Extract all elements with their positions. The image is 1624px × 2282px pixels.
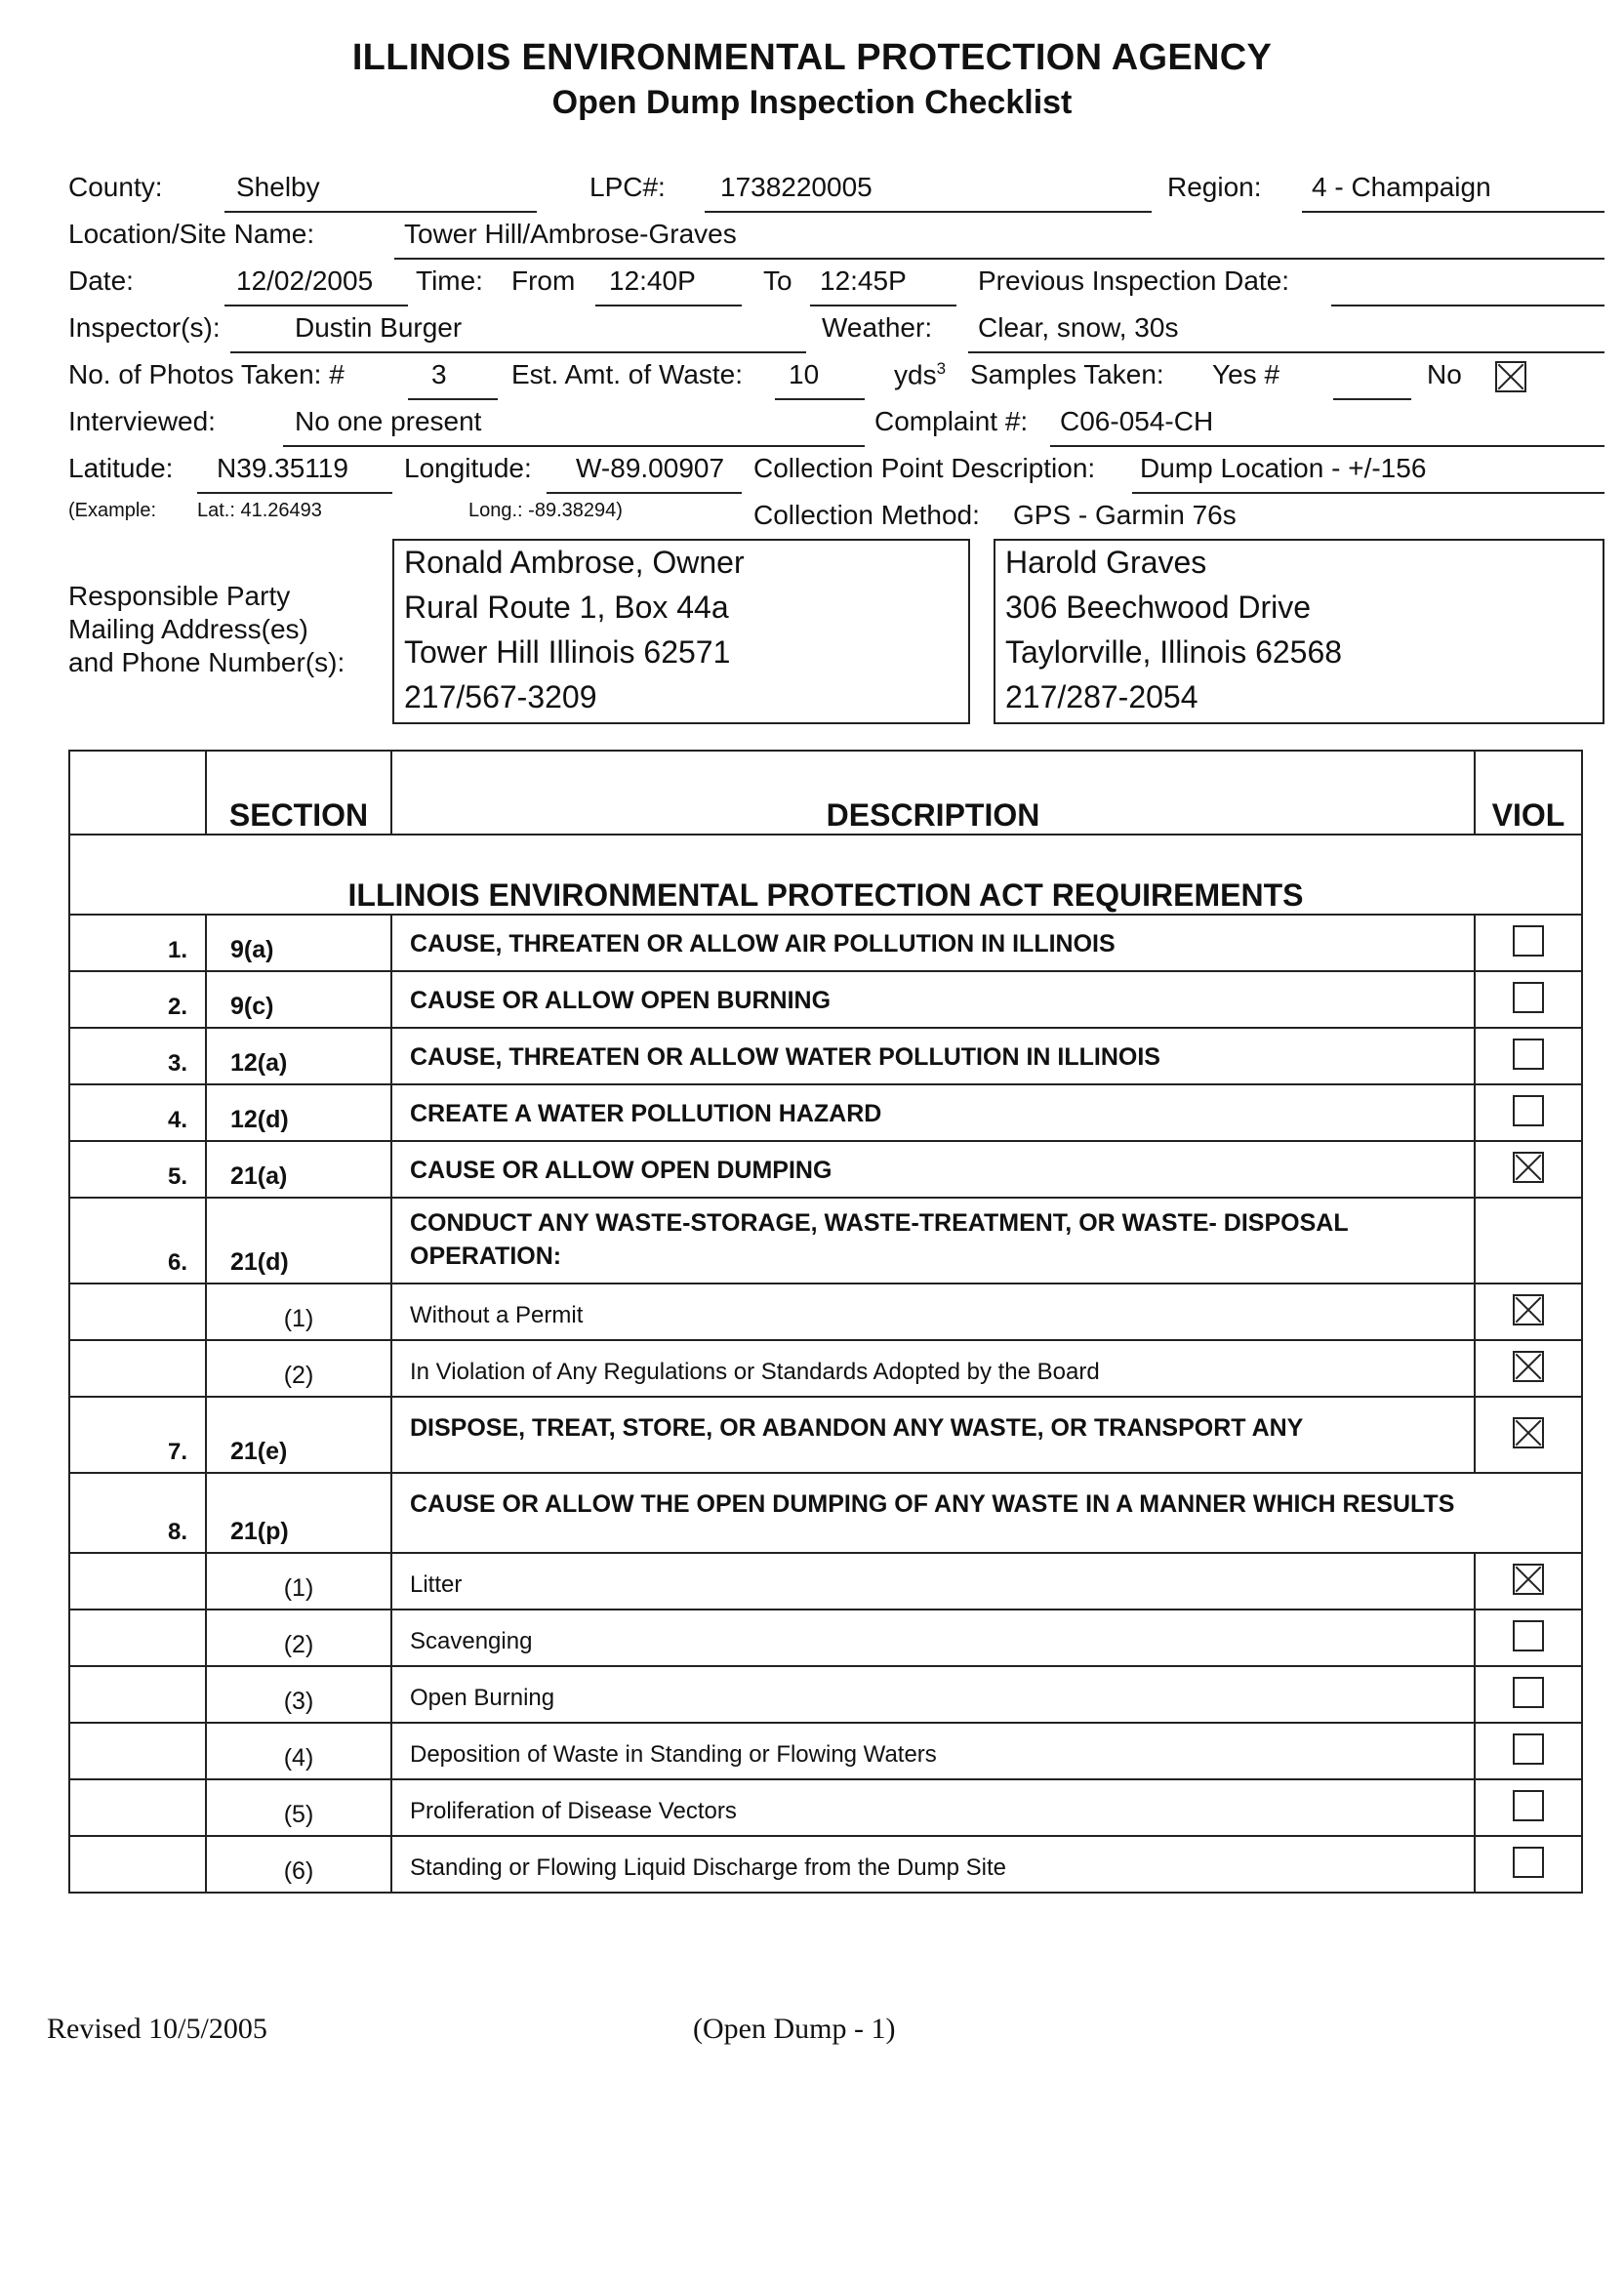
- county-value: Shelby: [236, 172, 320, 202]
- row-subsection: (4): [206, 1723, 391, 1779]
- date-underline: [224, 305, 408, 306]
- responsible-label-line: Responsible Party: [68, 581, 291, 611]
- time-to-underline: [810, 305, 956, 306]
- row-description: Without a Permit: [391, 1284, 1475, 1340]
- table-row: [69, 971, 1582, 1028]
- row-subsection: (3): [206, 1666, 391, 1723]
- row-number: 1.: [69, 915, 206, 971]
- header-viol: VIOL: [1475, 751, 1582, 835]
- viol-cell: [1475, 1028, 1582, 1084]
- date-value: 12/02/2005: [236, 265, 374, 296]
- row-number-blank: [69, 1836, 206, 1893]
- row-section: 9(c): [206, 971, 391, 1028]
- site-underline: [394, 258, 1604, 260]
- viol-cell: [1475, 1198, 1582, 1284]
- agency-title: ILLINOIS ENVIRONMENTAL PROTECTION AGENCY: [351, 37, 1273, 78]
- viol-checkbox[interactable]: [1513, 1677, 1544, 1708]
- party-2-line: 306 Beechwood Drive: [1005, 590, 1312, 625]
- viol-cell: [1475, 1610, 1582, 1666]
- time-label: Time:: [416, 265, 483, 296]
- table-row: [69, 1028, 1582, 1084]
- viol-checkbox[interactable]: [1513, 1790, 1544, 1821]
- table-row: [69, 1553, 1582, 1610]
- latitude-label: Latitude:: [68, 453, 174, 483]
- row-section: 12(d): [206, 1084, 391, 1141]
- lpc-value: 1738220005: [720, 172, 873, 202]
- waste-underline: [775, 398, 865, 400]
- longitude-value: W-89.00907: [576, 453, 725, 483]
- samples-label: Samples Taken:: [970, 359, 1164, 389]
- party-2-line: 217/287-2054: [1005, 679, 1198, 714]
- samples-yes-underline: [1333, 398, 1411, 400]
- inspector-underline: [230, 351, 806, 353]
- collection-point-value: Dump Location - +/-156: [1140, 453, 1427, 483]
- table-row: [69, 915, 1582, 971]
- row-number-blank: [69, 1340, 206, 1397]
- header-section: SECTION: [206, 751, 391, 835]
- photos-label: No. of Photos Taken: #: [68, 359, 345, 389]
- waste-value: 10: [789, 359, 820, 389]
- section-band: ILLINOIS ENVIRONMENTAL PROTECTION ACT REQUIREMENTS: [69, 835, 1582, 915]
- row-description: CAUSE OR ALLOW THE OPEN DUMPING OF ANY WASTE IN A MANNER WHICH RESULTS: [391, 1473, 1582, 1553]
- row-number: 7.: [69, 1397, 206, 1473]
- region-value: 4 - Champaign: [1312, 172, 1491, 202]
- row-number: 6.: [69, 1198, 206, 1284]
- time-from-underline: [595, 305, 742, 306]
- viol-checkbox[interactable]: [1513, 982, 1544, 1013]
- row-number: 2.: [69, 971, 206, 1028]
- requirements-table: [68, 750, 1583, 1894]
- row-subsection: (1): [206, 1284, 391, 1340]
- viol-checkbox-checked[interactable]: [1513, 1152, 1544, 1183]
- viol-cell: [1475, 1836, 1582, 1893]
- responsible-label-line: Mailing Address(es): [68, 614, 308, 644]
- viol-checkbox[interactable]: [1513, 925, 1544, 957]
- previous-inspection-label: Previous Inspection Date:: [978, 265, 1290, 296]
- viol-checkbox-checked[interactable]: [1513, 1351, 1544, 1382]
- section-band-row: [69, 835, 1582, 915]
- responsible-label-line: and Phone Number(s):: [68, 647, 345, 677]
- lpc-underline: [705, 211, 1152, 213]
- samples-no-label: No: [1427, 359, 1462, 389]
- example-latitude: Lat.: 41.26493: [197, 500, 322, 521]
- table-row: [69, 1198, 1582, 1284]
- viol-checkbox-checked[interactable]: [1513, 1294, 1544, 1325]
- complaint-label: Complaint #:: [874, 406, 1029, 436]
- revised-date: Revised 10/5/2005: [47, 2013, 267, 2045]
- row-description: CAUSE, THREATEN OR ALLOW WATER POLLUTION IN ILLINOIS: [391, 1028, 1475, 1084]
- party-1-line: Tower Hill Illinois 62571: [404, 634, 731, 670]
- lpc-label: LPC#:: [589, 172, 666, 202]
- waste-label: Est. Amt. of Waste:: [511, 359, 744, 389]
- from-label: From: [511, 265, 576, 296]
- table-row: [69, 1340, 1582, 1397]
- waste-unit-superscript: 3: [936, 359, 947, 378]
- viol-cell: [1475, 1666, 1582, 1723]
- row-description: CONDUCT ANY WASTE-STORAGE, WASTE-TREATMENT, OR WASTE- DISPOSAL OPERATION:: [391, 1198, 1475, 1284]
- row-section: 21(e): [206, 1397, 391, 1473]
- county-underline: [224, 211, 537, 213]
- row-description: CAUSE OR ALLOW OPEN BURNING: [391, 971, 1475, 1028]
- row-description: CAUSE OR ALLOW OPEN DUMPING: [391, 1141, 1475, 1198]
- viol-cell: [1475, 1141, 1582, 1198]
- complaint-underline: [1050, 445, 1604, 447]
- table-header-row: [69, 751, 1582, 835]
- county-label: County:: [68, 172, 163, 202]
- waste-unit-text: yds: [894, 359, 937, 390]
- row-section: 12(a): [206, 1028, 391, 1084]
- region-underline: [1302, 211, 1604, 213]
- row-number-blank: [69, 1779, 206, 1836]
- header-description: DESCRIPTION: [391, 751, 1475, 835]
- viol-checkbox[interactable]: [1513, 1039, 1544, 1070]
- viol-checkbox[interactable]: [1513, 1733, 1544, 1765]
- waste-unit: [894, 359, 946, 390]
- date-label: Date:: [68, 265, 134, 296]
- row-section: 21(d): [206, 1198, 391, 1284]
- header-blank-cell: [69, 751, 206, 835]
- row-description: Deposition of Waste in Standing or Flowing Waters: [391, 1723, 1475, 1779]
- samples-yes-label: Yes #: [1212, 359, 1280, 389]
- longitude-underline: [547, 492, 742, 494]
- viol-checkbox[interactable]: [1513, 1847, 1544, 1878]
- viol-cell: [1475, 1723, 1582, 1779]
- weather-value: Clear, snow, 30s: [978, 312, 1179, 343]
- row-subsection: (6): [206, 1836, 391, 1893]
- table-row: [69, 1836, 1582, 1893]
- collection-method-label: Collection Method:: [753, 500, 980, 530]
- row-number-blank: [69, 1284, 206, 1340]
- row-description: DISPOSE, TREAT, STORE, OR ABANDON ANY WASTE, OR TRANSPORT ANY: [391, 1397, 1475, 1473]
- viol-cell: [1475, 1397, 1582, 1473]
- party-1-line: 217/567-3209: [404, 679, 597, 714]
- viol-cell: [1475, 1779, 1582, 1836]
- viol-cell: [1475, 1284, 1582, 1340]
- row-number: 4.: [69, 1084, 206, 1141]
- viol-checkbox-checked[interactable]: [1513, 1564, 1544, 1595]
- row-section: 9(a): [206, 915, 391, 971]
- row-number-blank: [69, 1666, 206, 1723]
- collection-point-underline: [1132, 492, 1604, 494]
- row-section: 21(a): [206, 1141, 391, 1198]
- responsible-party-label: [68, 580, 345, 679]
- row-section: 21(p): [206, 1473, 391, 1553]
- example-longitude: Long.: -89.38294): [468, 500, 623, 521]
- responsible-party-2-box: [994, 539, 1604, 724]
- table-row: [69, 1723, 1582, 1779]
- weather-underline: [968, 351, 1604, 353]
- row-number: 3.: [69, 1028, 206, 1084]
- page-indicator: (Open Dump - 1): [693, 2013, 896, 2045]
- viol-cell: [1475, 1553, 1582, 1610]
- interviewed-label: Interviewed:: [68, 406, 216, 436]
- previous-inspection-underline: [1331, 305, 1604, 306]
- party-1-line: Ronald Ambrose, Owner: [404, 545, 745, 580]
- inspector-label: Inspector(s):: [68, 312, 221, 343]
- table-row: [69, 1084, 1582, 1141]
- viol-checkbox[interactable]: [1513, 1095, 1544, 1126]
- collection-method-value: GPS - Garmin 76s: [1013, 500, 1237, 530]
- row-number: 5.: [69, 1141, 206, 1198]
- table-row: [69, 1284, 1582, 1340]
- viol-checkbox[interactable]: [1513, 1620, 1544, 1651]
- party-1-line: Rural Route 1, Box 44a: [404, 590, 729, 625]
- viol-checkbox-checked[interactable]: [1513, 1417, 1544, 1448]
- longitude-label: Longitude:: [404, 453, 532, 483]
- weather-label: Weather:: [822, 312, 933, 343]
- row-number-blank: [69, 1610, 206, 1666]
- time-from-value: 12:40P: [609, 265, 696, 296]
- complaint-value: C06-054-CH: [1060, 406, 1214, 436]
- site-label: Location/Site Name:: [68, 219, 315, 249]
- photos-underline: [408, 398, 498, 400]
- row-description: Proliferation of Disease Vectors: [391, 1779, 1475, 1836]
- site-value: Tower Hill/Ambrose-Graves: [404, 219, 737, 249]
- row-subsection: (2): [206, 1340, 391, 1397]
- row-description: In Violation of Any Regulations or Standards Adopted by the Board: [391, 1340, 1475, 1397]
- row-subsection: (2): [206, 1610, 391, 1666]
- row-subsection: (1): [206, 1553, 391, 1610]
- table-row: [69, 1473, 1582, 1553]
- table-row: [69, 1779, 1582, 1836]
- responsible-party-1-box: [392, 539, 970, 724]
- interviewed-value: No one present: [295, 406, 482, 436]
- row-description: Standing or Flowing Liquid Discharge from the Dump Site: [391, 1836, 1475, 1893]
- row-description: Litter: [391, 1553, 1475, 1610]
- samples-no-checkbox[interactable]: [1495, 361, 1526, 392]
- row-number-blank: [69, 1553, 206, 1610]
- row-number-blank: [69, 1723, 206, 1779]
- viol-cell: [1475, 1084, 1582, 1141]
- form-title: Open Dump Inspection Checklist: [551, 84, 1073, 121]
- interviewed-underline: [283, 445, 865, 447]
- party-2-line: Taylorville, Illinois 62568: [1005, 634, 1343, 670]
- region-label: Region:: [1167, 172, 1262, 202]
- example-label: (Example:: [68, 500, 157, 521]
- table-row: [69, 1397, 1582, 1473]
- table-row: [69, 1610, 1582, 1666]
- table-row: [69, 1141, 1582, 1198]
- row-description: Open Burning: [391, 1666, 1475, 1723]
- row-description: Scavenging: [391, 1610, 1475, 1666]
- time-to-value: 12:45P: [820, 265, 907, 296]
- latitude-underline: [197, 492, 392, 494]
- collection-point-label: Collection Point Description:: [753, 453, 1096, 483]
- photos-value: 3: [431, 359, 447, 389]
- table-row: [69, 1666, 1582, 1723]
- party-2-line: Harold Graves: [1005, 545, 1207, 580]
- viol-cell: [1475, 1340, 1582, 1397]
- row-number: 8.: [69, 1473, 206, 1553]
- viol-cell: [1475, 971, 1582, 1028]
- row-subsection: (5): [206, 1779, 391, 1836]
- row-description: CAUSE, THREATEN OR ALLOW AIR POLLUTION IN ILLINOIS: [391, 915, 1475, 971]
- to-label: To: [763, 265, 792, 296]
- latitude-value: N39.35119: [217, 453, 348, 483]
- inspector-value: Dustin Burger: [295, 312, 463, 343]
- row-description: CREATE A WATER POLLUTION HAZARD: [391, 1084, 1475, 1141]
- viol-cell: [1475, 915, 1582, 971]
